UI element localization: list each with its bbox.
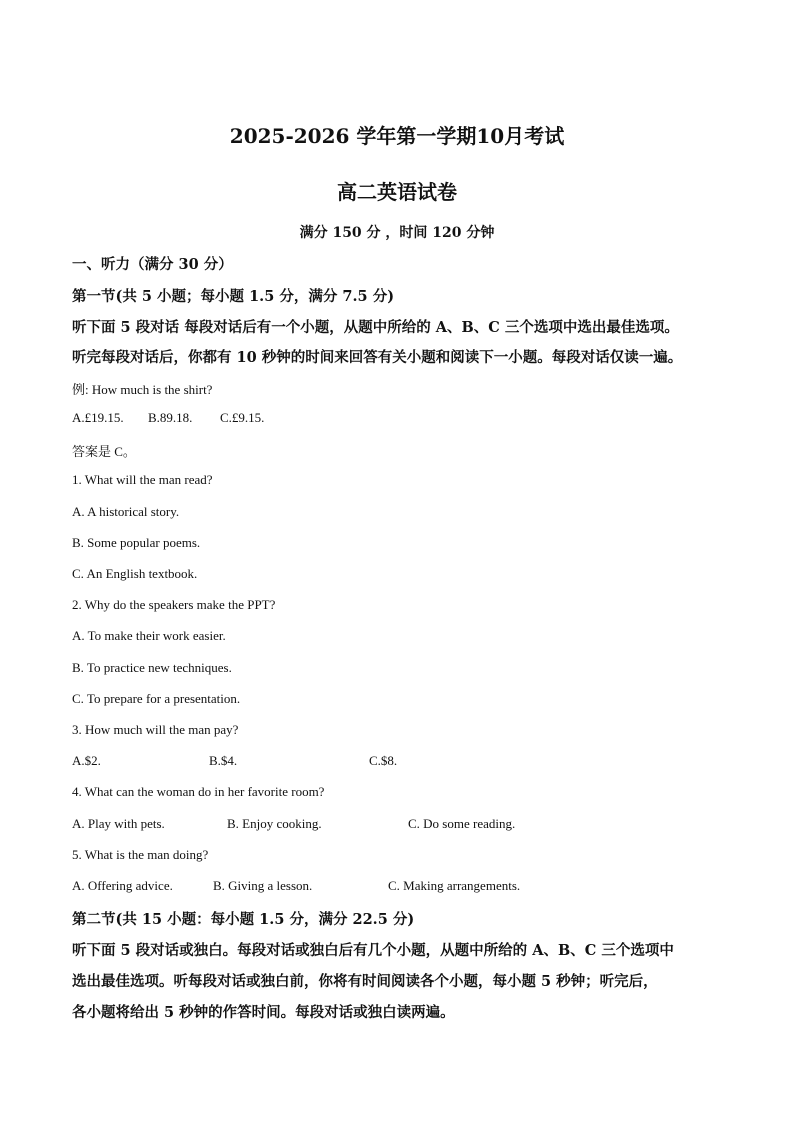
question-2-option-a: A. To make their work easier. <box>72 628 226 643</box>
question-4: 4. What can the woman do in her favorite room? <box>72 784 325 799</box>
question-4-option-b: B. Enjoy cooking. <box>227 816 322 831</box>
question-3: 3. How much will the man pay? <box>72 722 239 737</box>
question-5-option-a: A. Offering advice. <box>72 878 173 893</box>
example-option-b: B.89.18. <box>148 410 193 425</box>
score-time: 满分 150 分 ，时间 120 分钟 <box>299 225 495 241</box>
question-1-option-c: C. An English textbook. <box>72 566 198 581</box>
question-2: 2. Why do the speakers make the PPT? <box>72 597 276 612</box>
question-4-option-a: A. Play with pets. <box>72 816 165 831</box>
section-heading: 一、听力（满分 30 分） <box>72 256 233 273</box>
example-question: 例: How much is the shirt? <box>72 382 213 397</box>
part2-instruction-3: 各小题将给出 5 秒钟的作答时间。每段对话或独白读两遍。 <box>72 1004 455 1021</box>
part2-heading: 第二节(共 15 小题：每小题 1.5 分，满分 22.5 分) <box>72 911 415 928</box>
exam-title: 2025-2026 学年第一学期10月考试 <box>229 124 565 148</box>
question-2-option-c: C. To prepare for a presentation. <box>72 691 241 706</box>
question-5-option-c: C. Making arrangements. <box>388 878 521 893</box>
question-1: 1. What will the man read? <box>72 472 213 487</box>
example-option-c: C.£9.15. <box>220 410 265 425</box>
question-1-option-b: B. Some popular poems. <box>72 535 201 550</box>
part2-instruction-2: 选出最佳选项。听每段对话或独白前，你将有时间阅读各个小题，每小题 5 秒钟；听完后， <box>72 973 658 990</box>
question-1-option-a: A. A historical story. <box>72 504 180 519</box>
example-answer: 答案是 C。 <box>72 444 136 459</box>
example-option-a: A.£19.15. <box>72 410 124 425</box>
question-3-option-a: A.$2. <box>72 753 101 768</box>
part1-heading: 第一节(共 5 小题；每小题 1.5 分，满分 7.5 分) <box>72 288 395 305</box>
question-3-option-c: C.$8. <box>369 753 398 768</box>
question-5-option-b: B. Giving a lesson. <box>213 878 313 893</box>
question-2-option-b: B. To practice new techniques. <box>72 660 232 675</box>
question-4-option-c: C. Do some reading. <box>408 816 516 831</box>
part1-instruction-1: 听下面 5 段对话 每段对话后有一个小题，从题中所给的 A、B、C 三个选项中选出最佳选项。 <box>72 319 679 336</box>
question-3-option-b: B.$4. <box>209 753 238 768</box>
part2-instruction-1: 听下面 5 段对话或独白。每段对话或独白后有几个小题，从题中所给的 A、B、C 三个选项中 <box>72 942 674 959</box>
part1-instruction-2: 听完每段对话后，你都有 10 秒钟的时间来回答有关小题和阅读下一小题。每段对话仅读一遍。 <box>72 349 683 366</box>
question-5: 5. What is the man doing? <box>72 847 209 862</box>
subject-title: 高二英语试卷 <box>337 180 457 204</box>
